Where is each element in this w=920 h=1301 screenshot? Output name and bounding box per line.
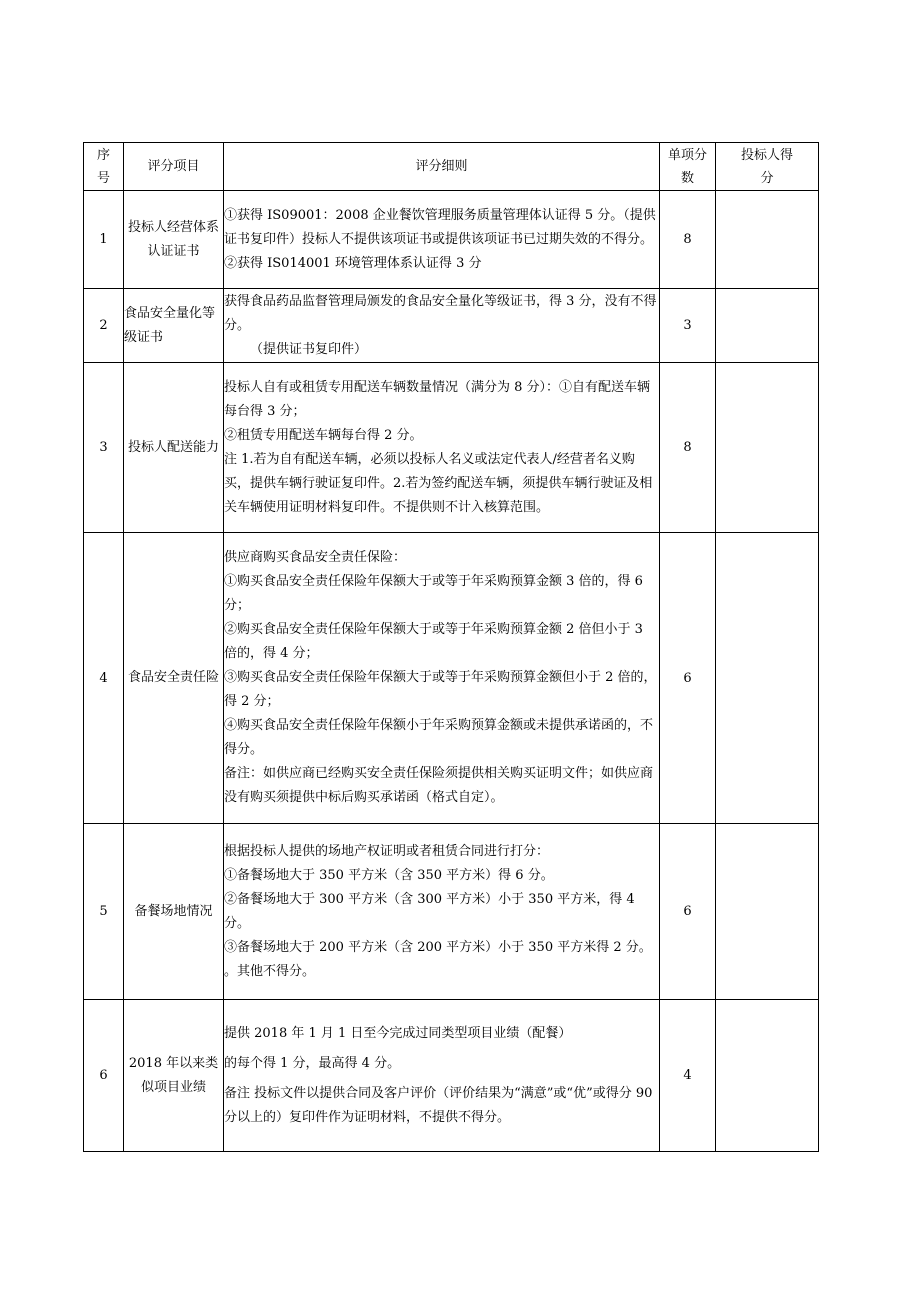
header-item: 评分项目 — [124, 143, 224, 191]
detail-line: ①获得 IS09001：2008 企业餐饮管理服务质量管理体认证得 5 分。（提供证书复印件）投标人不提供该项证书或提供该项证书已过期失效的不得分。 — [224, 207, 656, 247]
row-bidder-score — [716, 824, 819, 1000]
detail-line: ④购买食品安全责任保险年保额小于年采购预算金额或未提供承诺函的，不得分。 — [224, 718, 654, 757]
table-row — [84, 363, 819, 533]
table-row — [84, 289, 819, 363]
table-row — [84, 1000, 819, 1152]
row-detail — [224, 191, 660, 289]
row-bidder-score — [716, 533, 819, 824]
row-item: 2018 年以来类似项目业绩 — [124, 1000, 224, 1152]
detail-line: 投标人自有或租赁专用配送车辆数量情况（满分为 8 分）：①自有配送车辆每台得 3 分； — [224, 379, 651, 419]
detail-line: 供应商购买食品安全责任保险： — [224, 550, 407, 565]
header-bidder-line2: 分 — [760, 170, 774, 186]
detail-line: ①备餐场地大于 350 平方米（含 350 平方米）得 6 分。 — [224, 867, 554, 883]
row-detail — [224, 289, 660, 363]
row-score: 6 — [660, 824, 716, 1000]
detail-line: ③备餐场地大于 200 平方米（含 200 平方米）小于 350 平方米得 2 分。 — [224, 939, 652, 955]
row-item: 备餐场地情况 — [124, 824, 224, 1000]
header-seq-line1: 序 — [96, 147, 110, 163]
detail-line: ②获得 IS014001 环境管理体系认证得 3 分 — [224, 255, 482, 271]
detail-line: 。其他不得分。 — [224, 963, 316, 979]
row-score: 8 — [660, 363, 716, 533]
table-row — [84, 533, 819, 824]
header-row — [84, 143, 819, 191]
row-detail — [224, 363, 660, 533]
row-seq: 5 — [84, 824, 124, 1000]
detail-line: ②租赁专用配送车辆每台得 2 分。 — [224, 427, 423, 443]
header-seq-line2: 号 — [96, 170, 110, 186]
detail-line: 获得食品药品监督管理局颁发的食品安全量化等级证书，得 3 分，没有不得分。 — [224, 293, 657, 333]
detail-line: 备注 投标文件以提供合同及客户评价（评价结果为“满意”或“优”或得分 90 分以上的）复印件作为证明材料，不提供不得分。 — [224, 1085, 653, 1125]
detail-line: 的每个得 1 分，最高得 4 分。 — [224, 1055, 401, 1071]
detail-line: 备注：如供应商已经购买安全责任保险须提供相关购买证明文件；如供应商没有购买须提供中标后购买承诺函（格式自定）。 — [224, 766, 654, 805]
row-seq: 1 — [84, 191, 124, 289]
row-detail — [224, 1000, 660, 1152]
row-score: 6 — [660, 533, 716, 824]
row-item: 食品安全责任险 — [124, 533, 224, 824]
header-score — [660, 143, 716, 191]
row-seq: 6 — [84, 1000, 124, 1152]
row-bidder-score — [716, 363, 819, 533]
scoring-table — [83, 142, 819, 1152]
row-item: 投标人配送能力 — [124, 363, 224, 533]
header-bidder-line1: 投标人得 — [740, 147, 793, 163]
row-bidder-score — [716, 191, 819, 289]
detail-line: 提供 2018 年 1 月 1 日至今完成过同类型项目业绩（配餐） — [224, 1025, 572, 1041]
row-seq: 3 — [84, 363, 124, 533]
row-score: 8 — [660, 191, 716, 289]
detail-line: 注 1.若为自有配送车辆，必须以投标人名义或法定代表人/经营者名义购买，提供车辆行驶证复印件。2.若为签约配送车辆，须提供车辆行驶证及相关车辆使用证明材料复印件。不提供则不计入核算范围。 — [224, 451, 653, 515]
header-bidder — [716, 143, 819, 191]
table-row — [84, 191, 819, 289]
row-detail — [224, 533, 660, 824]
row-detail — [224, 824, 660, 1000]
row-item: 投标人经营体系认证证书 — [124, 191, 224, 289]
row-score: 3 — [660, 289, 716, 363]
row-item: 食品安全量化等级证书 — [124, 289, 224, 363]
detail-line: 根据投标人提供的场地产权证明或者租赁合同进行打分： — [224, 843, 550, 859]
detail-line: ②备餐场地大于 300 平方米（含 300 平方米）小于 350 平方米，得 4 分。 — [224, 891, 635, 931]
header-detail: 评分细则 — [224, 143, 660, 191]
table-row — [84, 824, 819, 1000]
row-bidder-score — [716, 1000, 819, 1152]
header-score-line2: 数 — [680, 170, 694, 186]
row-seq: 2 — [84, 289, 124, 363]
detail-line: ①购买食品安全责任保险年保额大于或等于年采购预算金额 3 倍的，得 6 分； — [224, 574, 643, 613]
detail-line: ③购买食品安全责任保险年保额大于或等于年采购预算金额但小于 2 倍的，得 2 分； — [224, 670, 657, 709]
header-score-line1: 单项分 — [667, 147, 707, 163]
detail-line: ②购买食品安全责任保险年保额大于或等于年采购预算金额 2 倍但小于 3 倍的，得 4 分； — [224, 622, 643, 661]
row-seq: 4 — [84, 533, 124, 824]
row-score: 4 — [660, 1000, 716, 1152]
detail-line: （提供证书复印件） — [250, 341, 368, 357]
header-seq — [84, 143, 124, 191]
row-bidder-score — [716, 289, 819, 363]
